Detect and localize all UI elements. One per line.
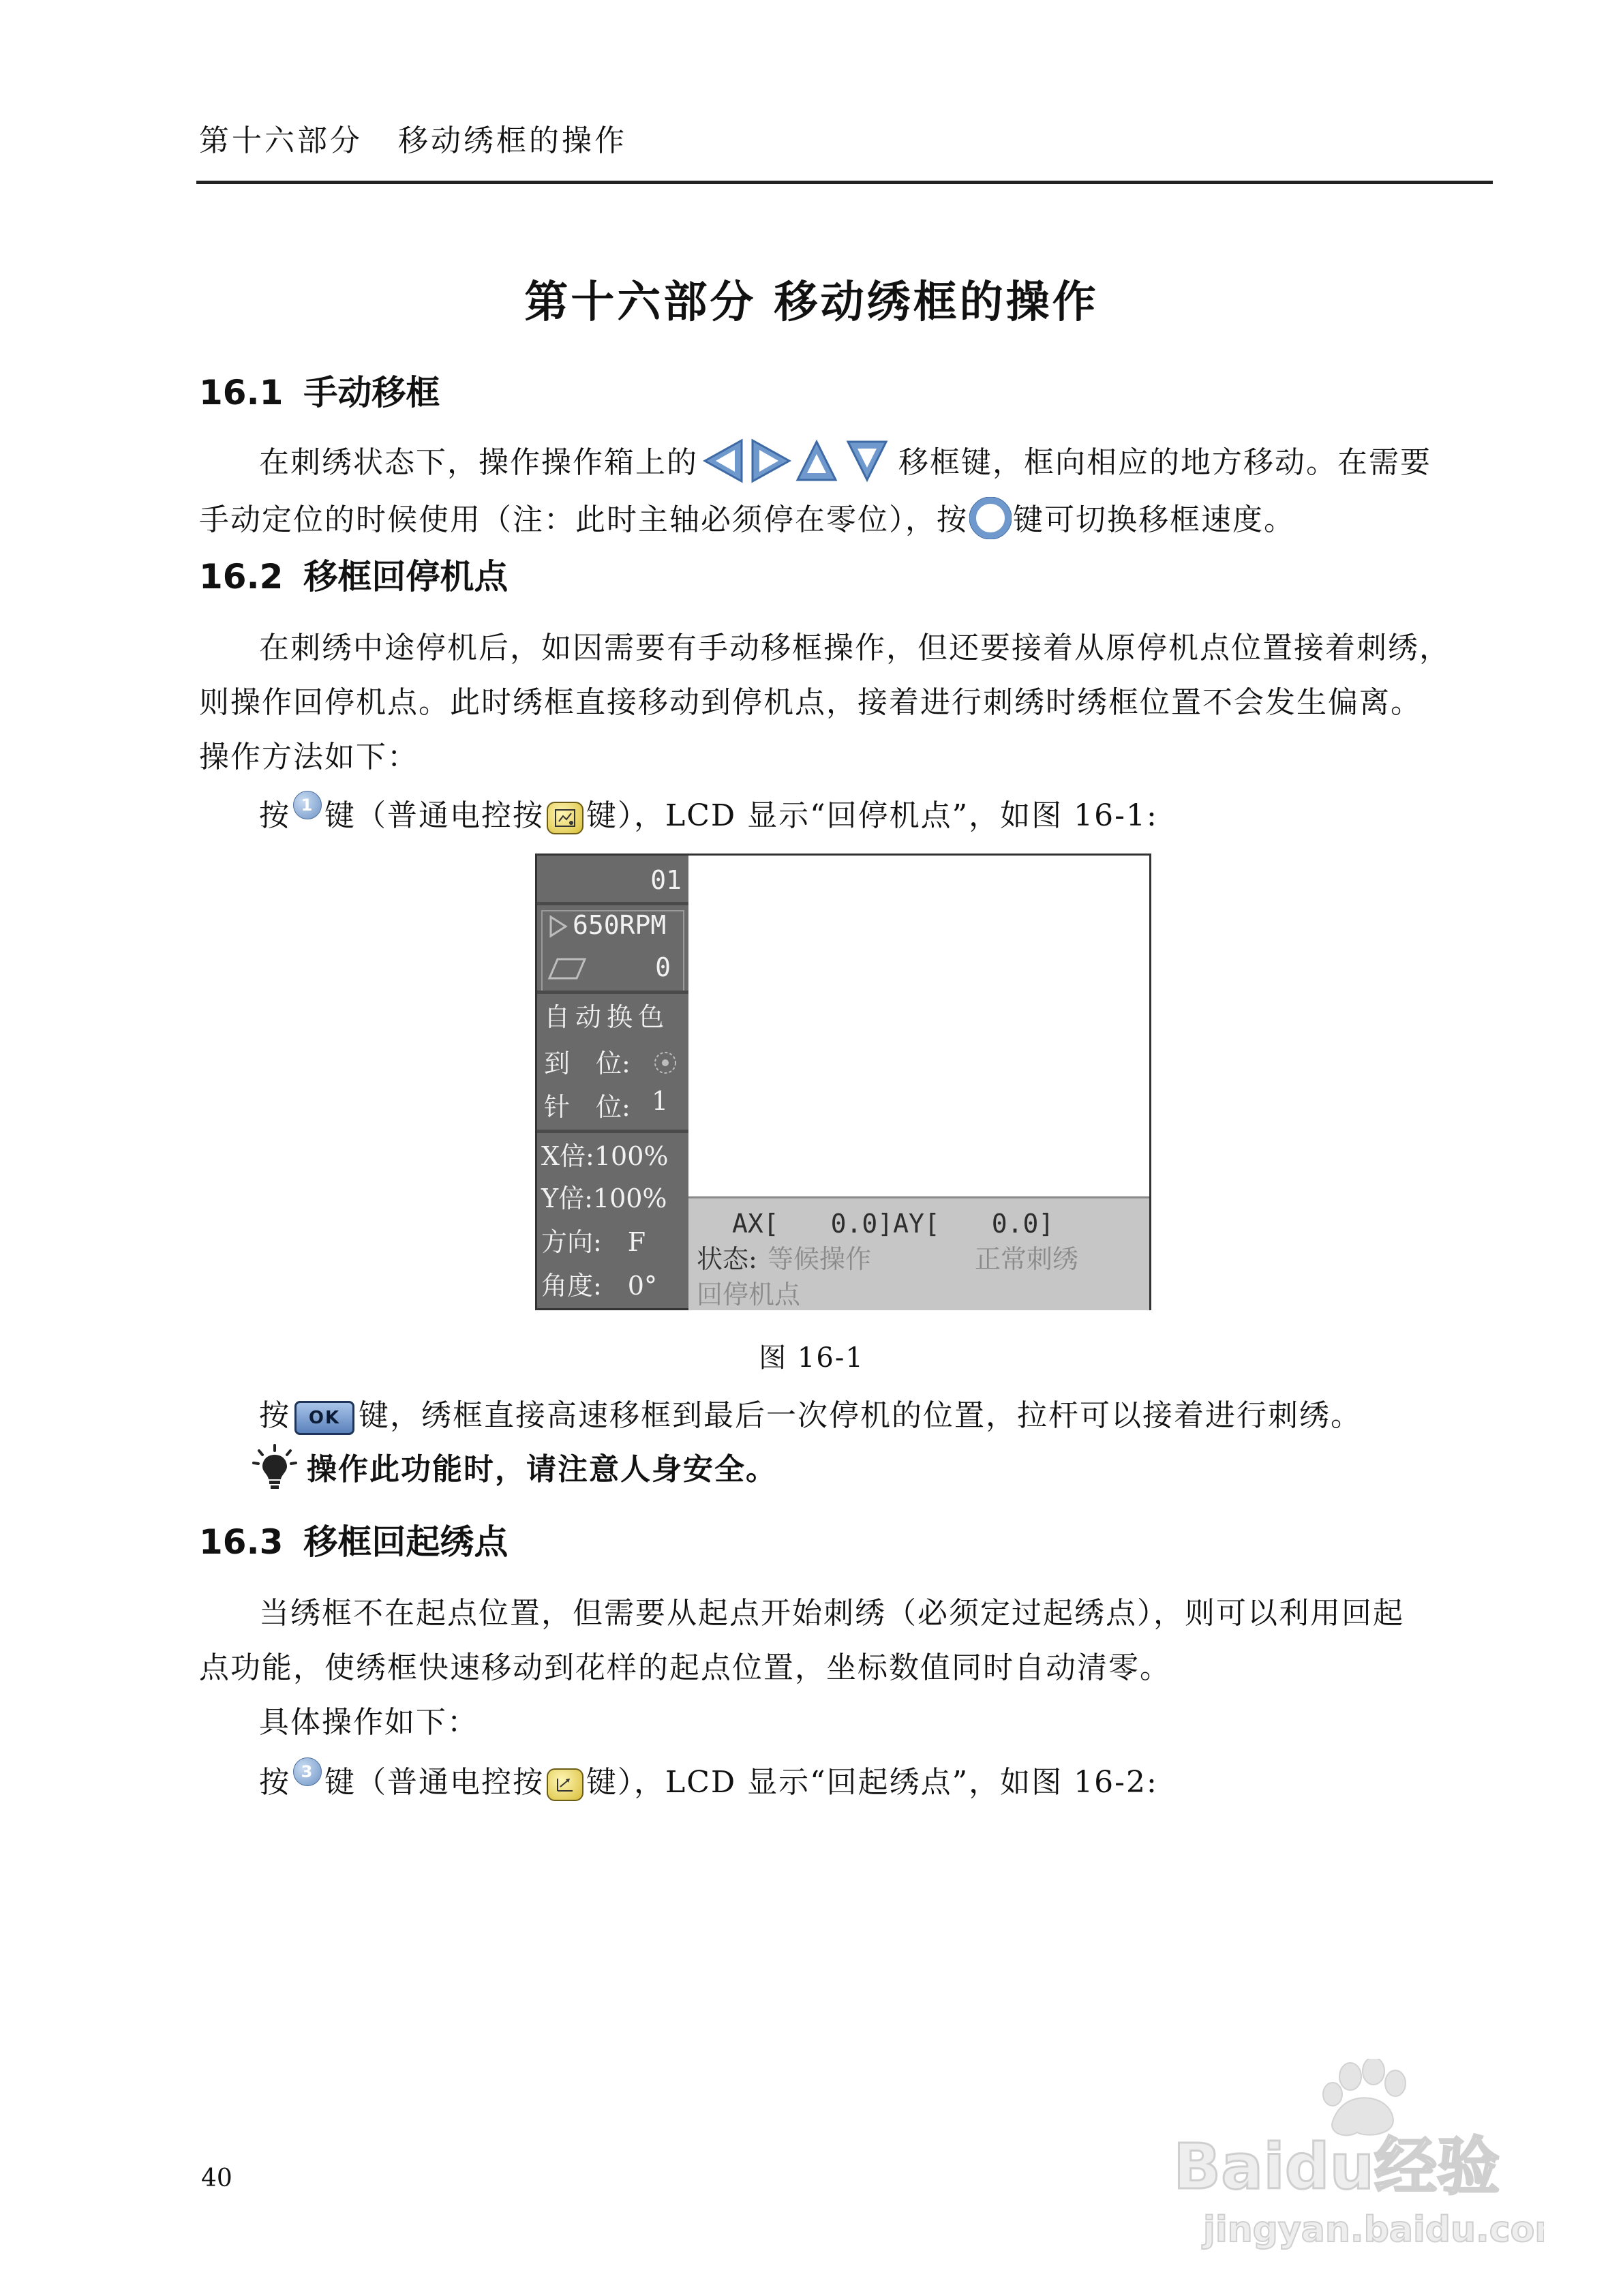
stop-point-key-icon <box>547 802 583 834</box>
paragraph <box>259 1757 1158 1801</box>
paragraph <box>259 791 1158 834</box>
header-rule <box>196 181 1493 184</box>
page-number: 40 <box>201 2164 232 2192</box>
lcd-coordinates: AX[ 0.0]AY[ 0.0] <box>732 1209 1055 1239</box>
paragraph: 具体操作如下： <box>259 1705 479 1740</box>
lcd-rpm: 650RPM <box>573 910 667 940</box>
text: 键），LCD 显示“回停机点”，如图 16-1: <box>586 798 1158 833</box>
figure-caption: 图 16-1 <box>759 1342 864 1374</box>
key-3-icon: 3 <box>293 1757 322 1786</box>
text: 按 <box>259 1765 290 1800</box>
section-number: 16.1 <box>199 373 284 412</box>
circle-key-icon <box>969 497 1012 547</box>
play-icon <box>547 913 570 946</box>
baidu-watermark-logo <box>1162 2059 1544 2259</box>
paragraph <box>259 438 1431 492</box>
text: 键可切换移框速度。 <box>1013 502 1295 537</box>
lcd-arrive-label: 到 位: <box>544 1048 631 1078</box>
text: 按 <box>259 1398 290 1433</box>
lcd-direction: 方向: F <box>541 1227 646 1257</box>
paragraph: 点功能，使绣框快速移动到花样的起点位置，坐标数值同时自动清零。 <box>199 1650 1171 1685</box>
header-title: 移动绣框的操作 <box>398 123 627 158</box>
page-title: 第十六部分 移动绣框的操作 <box>524 277 1099 328</box>
key-1-icon: 1 <box>293 791 322 819</box>
text: 键（普通电控按 <box>324 1765 544 1800</box>
watermark-brand: Baidu经验 <box>1173 2130 1500 2203</box>
lcd-needle-label: 针 位: <box>544 1092 631 1122</box>
stitch-count-icon <box>547 956 588 987</box>
arrive-status-icon <box>652 1049 679 1083</box>
warning-text: 操作此功能时，请注意人身安全。 <box>307 1452 777 1487</box>
lcd-needle-value: 1 <box>652 1086 669 1116</box>
lightbulb-icon <box>251 1444 299 1499</box>
lcd-stitch-count: 0 <box>655 952 671 982</box>
paragraph: 当绣框不在起点位置，但需要从起点开始刺绣（必须定过起绣点），则可以利用回起 <box>259 1596 1404 1631</box>
section-number: 16.3 <box>199 1522 284 1562</box>
text: 按 <box>259 798 290 833</box>
arrow-keys-icon <box>699 438 897 492</box>
safety-note <box>251 1444 777 1499</box>
lcd-left-panel <box>537 856 688 1308</box>
lcd-x-scale: X倍:100% <box>541 1141 669 1171</box>
running-header <box>199 116 627 160</box>
text: 手动定位的时候使用（注：此时主轴必须停在零位），按 <box>199 502 968 537</box>
lcd-status-label: 状态: <box>697 1244 757 1274</box>
text: 移框键，框向相应的地方移动。在需要 <box>898 445 1431 480</box>
section-title: 手动移框 <box>303 373 440 412</box>
text: 键（普通电控按 <box>324 798 544 833</box>
start-point-key-icon <box>547 1768 583 1801</box>
lcd-divider <box>537 902 688 905</box>
section-16-1-heading <box>199 365 440 414</box>
text: 在刺绣状态下，操作操作箱上的 <box>259 445 698 480</box>
paragraph: 操作方法如下： <box>199 740 419 774</box>
lcd-y-scale: Y倍:100% <box>541 1183 667 1213</box>
header-part: 第十六部分 <box>199 123 363 158</box>
lcd-auto-color: 自动换色 <box>544 1002 670 1032</box>
text: 键），LCD 显示“回起绣点”，如图 16-2: <box>586 1765 1158 1800</box>
section-title: 移框回停机点 <box>303 557 509 596</box>
section-number: 16.2 <box>199 557 284 596</box>
paragraph: 在刺绣中途停机后，如因需要有手动移框操作，但还要接着从原停机点位置接着刺绣， <box>259 631 1451 665</box>
section-16-3-heading <box>199 1515 508 1564</box>
text: 键，绣框直接高速移框到最后一次停机的位置，拉杆可以接着进行刺绣。 <box>359 1398 1362 1433</box>
watermark-url: jingyan.baidu.com <box>1203 2209 1544 2250</box>
paragraph <box>199 495 1295 547</box>
lcd-angle: 角度: 0° <box>541 1271 657 1301</box>
ok-key-icon: OK <box>294 1401 354 1435</box>
lcd-divider <box>537 991 688 994</box>
paragraph <box>259 1391 1362 1435</box>
lcd-function: 回停机点 <box>697 1280 801 1310</box>
lcd-status-value: 等候操作 <box>768 1244 872 1274</box>
lcd-mode: 正常刺绣 <box>975 1244 1079 1274</box>
lcd-status-panel <box>688 1196 1149 1310</box>
section-title: 移框回起绣点 <box>303 1522 509 1562</box>
lcd-screen <box>535 854 1151 1310</box>
section-16-2-heading <box>199 549 508 599</box>
lcd-pattern-number: 01 <box>650 865 682 895</box>
lcd-divider <box>537 1130 688 1133</box>
paragraph: 则操作回停机点。此时绣框直接移动到停机点，接着进行刺绣时绣框位置不会发生偏离。 <box>199 685 1422 720</box>
